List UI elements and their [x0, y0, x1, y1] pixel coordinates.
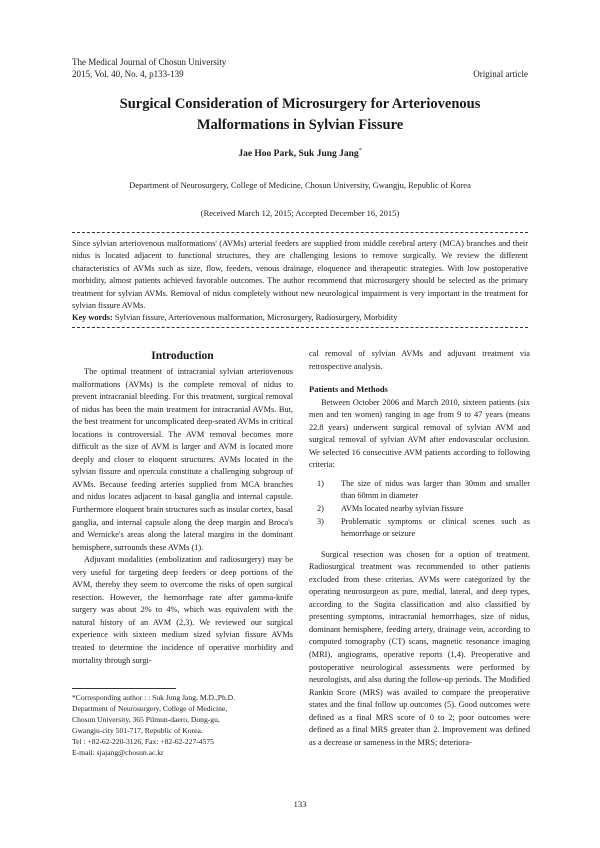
introduction-paragraph-2-continued: cal removal of sylvian AVMs and adjuvant treatment via retrospective analysis. — [309, 349, 530, 371]
methods-paragraph-1: Between October 2006 and March 2010, sixteen patients (six men and ten women) ranging in age from 9 to 47 years (means 22.8 years) underwent surgical removal of sylvian AVM and surgical removal of sylvian AVM after endovascular occlusion. We selected 16 consecutive AVM patients according to following criteria: — [309, 397, 530, 470]
journal-volume: 2015, Vol. 40, No. 4, p133-139 — [72, 69, 184, 79]
introduction-heading: Introduction — [151, 350, 214, 362]
left-column — [72, 348, 293, 667]
criteria-list — [309, 478, 530, 541]
criteria-item — [317, 516, 530, 541]
keywords: Sylvian fissure, Arteriovenous malformation, Microsurgery, Radiosurgery, Morbidity — [114, 313, 398, 323]
criteria-text: AVMs located nearby sylvian fissure — [341, 504, 464, 514]
page-number: 133 — [293, 799, 307, 809]
title-line-2: Malformations in Sylvian Fissure — [196, 117, 404, 133]
footnote-line: Chosun University, 365 Pilmun-daero, Dong-gu, — [72, 715, 220, 724]
keywords-label: Key words: — [72, 313, 113, 323]
footnote-line: *Corresponding author : : Suk Jung Jang, M.D.,Ph.D. — [72, 693, 236, 702]
abstract-top-divider — [72, 232, 528, 233]
corresponding-author-footnote — [72, 692, 293, 758]
footnote-line: Tel : +82-62-220-3126, Fax: +82-62-227-4575 — [72, 737, 214, 746]
journal-citation — [72, 56, 226, 80]
author-list — [60, 148, 540, 159]
methods-heading: Patients and Methods — [309, 384, 388, 395]
article-type: Original article — [473, 69, 528, 79]
corresponding-mark: * — [358, 148, 362, 154]
criteria-number: 3) — [317, 516, 324, 526]
footnote-email: E-mail: sjajang@chosun.ac.kr — [72, 748, 164, 757]
received-dates: (Received March 12, 2015; Accepted December 16, 2015) — [200, 208, 400, 218]
footnote-line: Gwangju-city 501-717, Republic of Korea. — [72, 726, 203, 735]
introduction-paragraph-2: Adjuvant modalities (embolization and radiosurgery) may be very useful for targeting deep feeders or deep portions of the AVM, thereby they seem to overcome the risks of open surgical resection. However, the hemorrhage rate after gamma-knife surgery was about 2% to 4%, which was equivalent with the natural history of an AVM (2,3). We reviewed our surgical experience with sixteen medium sized sylvian fissure AVMs treated to determine the incidence of operative morbidity and mortality through surgi- — [72, 555, 293, 665]
right-column — [309, 348, 530, 749]
introduction-paragraph-1: The optimal treatment of intracranial sylvian arteriovenous malformations (AVMs) is the complete removal of nidus to prevent intracranial bleeding. For this treatment, surgical removal of nidus has been the main treatment for intracranial AVMs. But, the best treatment for uncomplicated deep-seated AVMs in critical locations is controversial. The AVM removal becomes more difficult as the size of AVM is larger and AVM is located more deeply and closer to eloquent structures. AVMs located in the sylvian fissure and opercula constitute a challenging subgroup of AVMs. Because feeding arteries supplied from MCA branches and nidus locates adjacent to basal ganglia and internal capsule. Furthermore eloquent brain structures such as insular cortex, basal ganglia, and internal capsule along the deep margin and Broca's and Wernicke's areas along the lateral margins in the dominant hemisphere, surrounds these AVMs (1). — [72, 367, 293, 552]
criteria-number: 2) — [317, 504, 324, 514]
footnote-divider — [72, 688, 176, 689]
footnote-line: Department of Neurosurgery, College of Medicine, — [72, 704, 228, 713]
criteria-text: The size of nidus was larger than 30mm and smaller than 60mm in diameter — [341, 478, 530, 501]
abstract — [72, 238, 528, 325]
journal-name: The Medical Journal of Chosun University — [72, 57, 227, 67]
abstract-text: Since sylvian arteriovenous malformations' (AVMs) arterial feeders are supplied from middle cerebral artery (MCA) branches and their nidus is located adjacent to functional structures, they are challenging lesions to remove surgically. We review the different characteristics of AVMs such as size, flow, feeders, venous drainage, eloquence and therapeutic strategies. With low postoperative morbidity, almost patients achieved favorable outcomes. The author recommend that microsurgery should be selected as the primary treatment for sylvian AVMs. Removal of nidus completely without new neurological impairment is very important in the treatment for sylvian fissure AVMs. — [72, 239, 528, 311]
methods-paragraph-2: Surgical resection was chosen for a option of treatment. Radiosurgical treatment was recommended to other patients excluded from these criterias. AVMs were categorized by the operating neurosurgeon as pure, medial, lateral, and deep types, according to the Sugita classification and also classified by presenting symptoms, intracranial hemorrhages, size of nidus, dominant hemisphere, feeding artery, drainage vein, according to computed tomography (CT) scans, magnetic resonance imaging (MRI), angiograms, operative reports (1,4). Preoperative and postoperative neurological assessments were performed by neurologists, and also during the follow-up periods. The Modified Rankin Score (MRS) was availed to compare the preoperative states and the final follow up outcomes (5). Good outcomes were defined as a final MRS score of 0 to 2; poor outcomes were defined as a final MRS greater than 2. Improvement was defined as a decrease or sameness in the MRS; deteriora- — [309, 549, 530, 747]
abstract-bottom-divider — [72, 327, 528, 328]
criteria-item — [317, 503, 530, 516]
article-title — [60, 94, 540, 136]
author-names: Jae Hoo Park, Suk Jung Jang — [238, 149, 359, 160]
criteria-number: 1) — [317, 478, 324, 488]
title-line-1: Surgical Consideration of Microsurgery for Arteriovenous — [119, 96, 481, 112]
criteria-text: Problematic symptoms or clinical scenes such as hemorrhage or seizure — [341, 516, 530, 539]
criteria-item — [317, 478, 530, 503]
affiliation: Department of Neurosurgery, College of Medicine, Chosun University, Gwangju, Republic of Korea — [129, 180, 471, 190]
